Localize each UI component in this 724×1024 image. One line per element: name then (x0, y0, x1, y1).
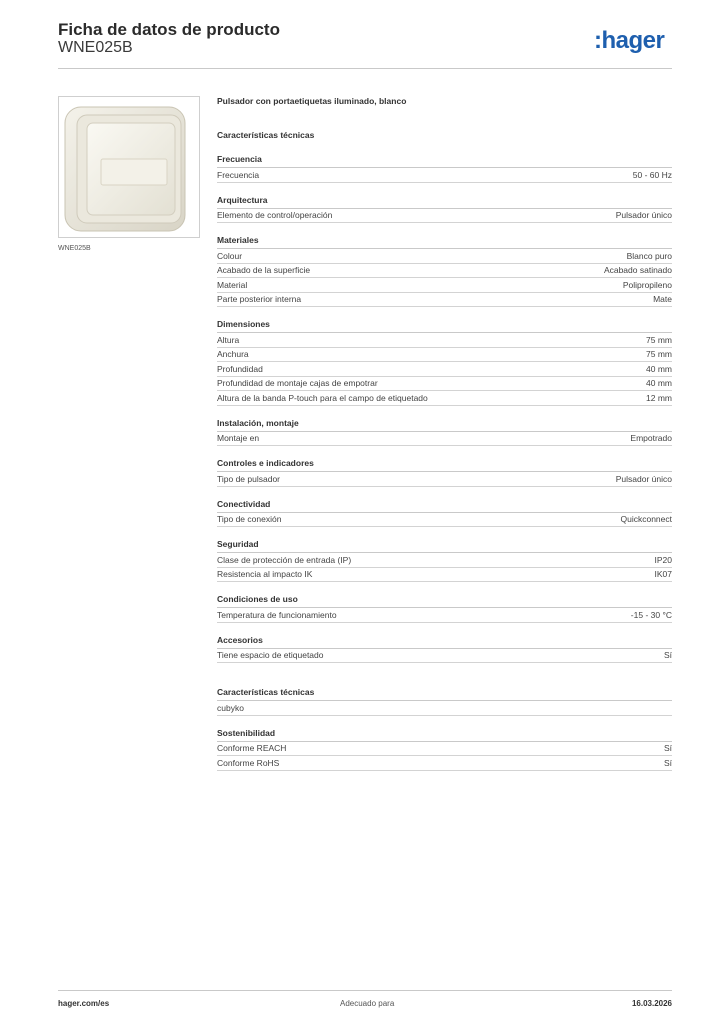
spec-label: Tipo de pulsador (217, 473, 281, 484)
spec-group-title: Sostenibilidad (217, 728, 672, 742)
spec-row (217, 249, 672, 264)
spec-group (217, 539, 672, 582)
spec-row (217, 209, 672, 224)
spec-label: Conforme RoHS (217, 757, 280, 768)
extra-spec-groups (217, 687, 672, 771)
spec-label: Temperatura de funcionamiento (217, 609, 337, 620)
spec-label: Parte posterior interna (217, 294, 302, 305)
spec-group-title: Controles e indicadores (217, 458, 672, 472)
spec-value: Pulsador único (615, 473, 672, 484)
spec-group (217, 594, 672, 623)
spec-value: 50 - 60 Hz (632, 169, 672, 180)
spec-value: Mate (653, 294, 672, 305)
spec-row (217, 472, 672, 487)
product-description: Pulsador con portaetiquetas iluminado, blanco (217, 96, 407, 106)
spec-group (217, 687, 672, 716)
spec-value: 75 mm (646, 349, 672, 360)
spec-row (217, 513, 672, 528)
spec-row (217, 701, 672, 716)
spec-label: Frecuencia (217, 169, 260, 180)
spec-label: cubyko (217, 702, 244, 713)
spec-label: Material (217, 279, 248, 290)
spec-groups (217, 154, 672, 663)
spec-group-title: Accesorios (217, 635, 672, 649)
spec-label: Altura de la banda P-touch para el campo de etiquetado (217, 392, 428, 403)
spec-value: 12 mm (646, 392, 672, 403)
technical-heading: Características técnicas (217, 130, 315, 140)
spec-label: Tipo de conexión (217, 514, 282, 525)
spec-value: IP20 (654, 554, 672, 565)
spec-row (217, 348, 672, 363)
spec-value: Sí (663, 757, 672, 768)
spec-group-title: Arquitectura (217, 195, 672, 209)
hager-logo: :hager (594, 27, 665, 54)
spec-label: Conforme REACH (217, 743, 287, 754)
spec-row (217, 333, 672, 348)
spec-value: Sí (663, 650, 672, 661)
spec-row (217, 553, 672, 568)
spec-group (217, 319, 672, 406)
spec-row (217, 391, 672, 406)
footer-date: 16.03.2026 (631, 999, 672, 1008)
spec-row (217, 756, 672, 771)
spec-value: 40 mm (646, 378, 672, 389)
spec-row (217, 742, 672, 757)
spec-group (217, 499, 672, 528)
push-button-switch-illustration (59, 97, 199, 237)
spec-value: IK07 (654, 569, 672, 580)
footer-website: hager.com/es (58, 999, 110, 1008)
spec-value: Pulsador único (615, 210, 672, 221)
spec-group-title: Frecuencia (217, 154, 672, 168)
spec-label: Clase de protección de entrada (IP) (217, 554, 352, 565)
spec-row (217, 264, 672, 279)
spec-group (217, 154, 672, 183)
product-code: WNE025B (58, 39, 133, 56)
spec-row (217, 432, 672, 447)
spec-group-title: Materiales (217, 235, 672, 249)
spec-group-title: Condiciones de uso (217, 594, 672, 608)
spec-value: Polipropileno (622, 279, 672, 290)
spec-group-title: Dimensiones (217, 319, 672, 333)
spec-group-title: Seguridad (217, 539, 672, 553)
spec-value: Sí (663, 743, 672, 754)
page-title: Ficha de datos de producto (58, 20, 280, 39)
spec-value: Blanco puro (626, 250, 672, 261)
spec-group (217, 635, 672, 664)
spec-row (217, 293, 672, 308)
footer-suitable-for: Adecuado para (340, 999, 395, 1008)
spec-label: Montaje en (217, 433, 260, 444)
spec-row (217, 362, 672, 377)
spec-group (217, 235, 672, 307)
spec-group (217, 418, 672, 447)
spec-row (217, 168, 672, 183)
spec-group (217, 458, 672, 487)
spec-label: Profundidad de montaje cajas de empotrar (217, 378, 378, 389)
footer-divider (58, 990, 672, 991)
spec-label: Anchura (217, 349, 249, 360)
spec-group (217, 728, 672, 771)
spec-value: -15 - 30 °C (630, 609, 672, 620)
spec-row (217, 568, 672, 583)
spec-value: Quickconnect (620, 514, 672, 525)
image-caption: WNE025B (58, 245, 91, 252)
spec-row (217, 377, 672, 392)
spec-group-title: Conectividad (217, 499, 672, 513)
spec-label: Colour (217, 250, 243, 261)
spec-content (217, 96, 672, 771)
spec-label: Tiene espacio de etiquetado (217, 650, 324, 661)
spec-value: Empotrado (630, 433, 672, 444)
spec-value: 75 mm (646, 334, 672, 345)
spec-value: Acabado satinado (603, 265, 672, 276)
spec-label: Elemento de control/operación (217, 210, 333, 221)
spec-value: 40 mm (646, 363, 672, 374)
header-divider (58, 68, 672, 69)
spec-row (217, 608, 672, 623)
spec-group (217, 195, 672, 224)
spec-row (217, 649, 672, 664)
spec-group-title: Instalación, montaje (217, 418, 672, 432)
spec-label: Altura (217, 334, 240, 345)
spec-group-title: Características técnicas (217, 687, 672, 701)
spec-label: Resistencia al impacto IK (217, 569, 313, 580)
spec-row (217, 278, 672, 293)
spec-label: Profundidad (217, 363, 263, 374)
product-image (58, 96, 200, 238)
spec-label: Acabado de la superficie (217, 265, 311, 276)
